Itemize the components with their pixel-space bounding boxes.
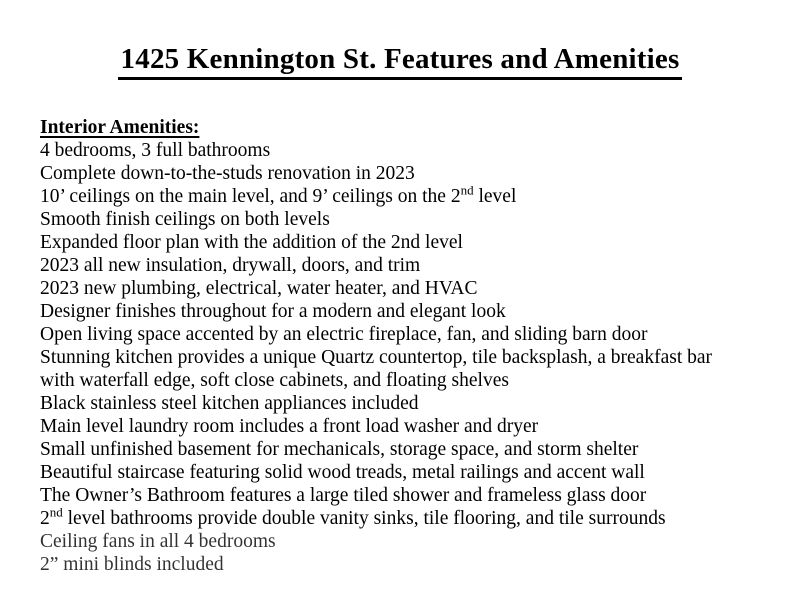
amenity-item xyxy=(40,323,750,346)
amenity-text: 2023 all new insulation, drywall, doors, and trim xyxy=(40,255,421,276)
amenity-superscript: nd xyxy=(460,182,474,198)
amenity-text: Black stainless steel kitchen appliances included xyxy=(40,393,419,414)
amenity-item xyxy=(40,346,750,392)
amenity-text: Beautiful staircase featuring solid wood treads, metal railings and accent wall xyxy=(40,462,645,483)
page-title: 1425 Kennington St. Features and Amenities xyxy=(118,42,683,80)
amenity-text: 2” mini blinds included xyxy=(40,554,224,575)
amenity-item xyxy=(40,504,750,530)
amenity-text: Smooth finish ceilings on both levels xyxy=(40,209,330,230)
amenity-item xyxy=(40,530,750,553)
amenity-item xyxy=(40,392,750,415)
amenity-item xyxy=(40,182,750,208)
amenity-text: The Owner’s Bathroom features a large tiled shower and frameless glass door xyxy=(40,485,647,506)
amenity-item xyxy=(40,484,750,507)
amenity-text: Main level laundry room includes a front load washer and dryer xyxy=(40,416,539,437)
amenity-text: Expanded floor plan with the addition of the 2nd level xyxy=(40,232,463,253)
amenity-superscript: nd xyxy=(49,504,63,520)
amenity-item xyxy=(40,461,750,484)
amenity-text: level bathrooms provide double vanity sinks, tile flooring, and tile surrounds xyxy=(62,508,666,529)
amenity-item xyxy=(40,139,750,162)
amenity-text: Small unfinished basement for mechanicals, storage space, and storm shelter xyxy=(40,439,639,460)
amenity-text: 10’ ceilings on the main level, and 9’ ceilings on the 2 xyxy=(40,186,461,207)
amenity-item xyxy=(40,277,750,300)
title-area xyxy=(0,0,800,80)
amenity-item xyxy=(40,438,750,461)
amenity-item xyxy=(40,162,750,185)
amenity-text: Complete down-to-the-studs renovation in 2023 xyxy=(40,163,415,184)
amenity-text: 2023 new plumbing, electrical, water heater, and HVAC xyxy=(40,278,478,299)
amenity-text: 4 bedrooms, 3 full bathrooms xyxy=(40,140,271,161)
amenity-text: level xyxy=(473,186,517,207)
section-heading: Interior Amenities: xyxy=(40,117,200,138)
amenity-text: Ceiling fans in all 4 bedrooms xyxy=(40,531,276,552)
amenity-text: Stunning kitchen provides a unique Quartz countertop, tile backsplash, a breakfast bar with waterfall edge, soft close cabinets, and floating shelves xyxy=(40,347,713,391)
amenity-item xyxy=(40,553,750,576)
amenity-text: Designer finishes throughout for a modern and elegant look xyxy=(40,301,506,322)
amenity-text: 2 xyxy=(40,508,50,529)
amenity-text: Open living space accented by an electric fireplace, fan, and sliding barn door xyxy=(40,324,648,345)
amenity-item xyxy=(40,300,750,323)
amenities-section xyxy=(40,116,750,576)
amenity-item xyxy=(40,208,750,231)
amenity-item xyxy=(40,415,750,438)
amenity-item xyxy=(40,231,750,254)
amenity-item xyxy=(40,254,750,277)
